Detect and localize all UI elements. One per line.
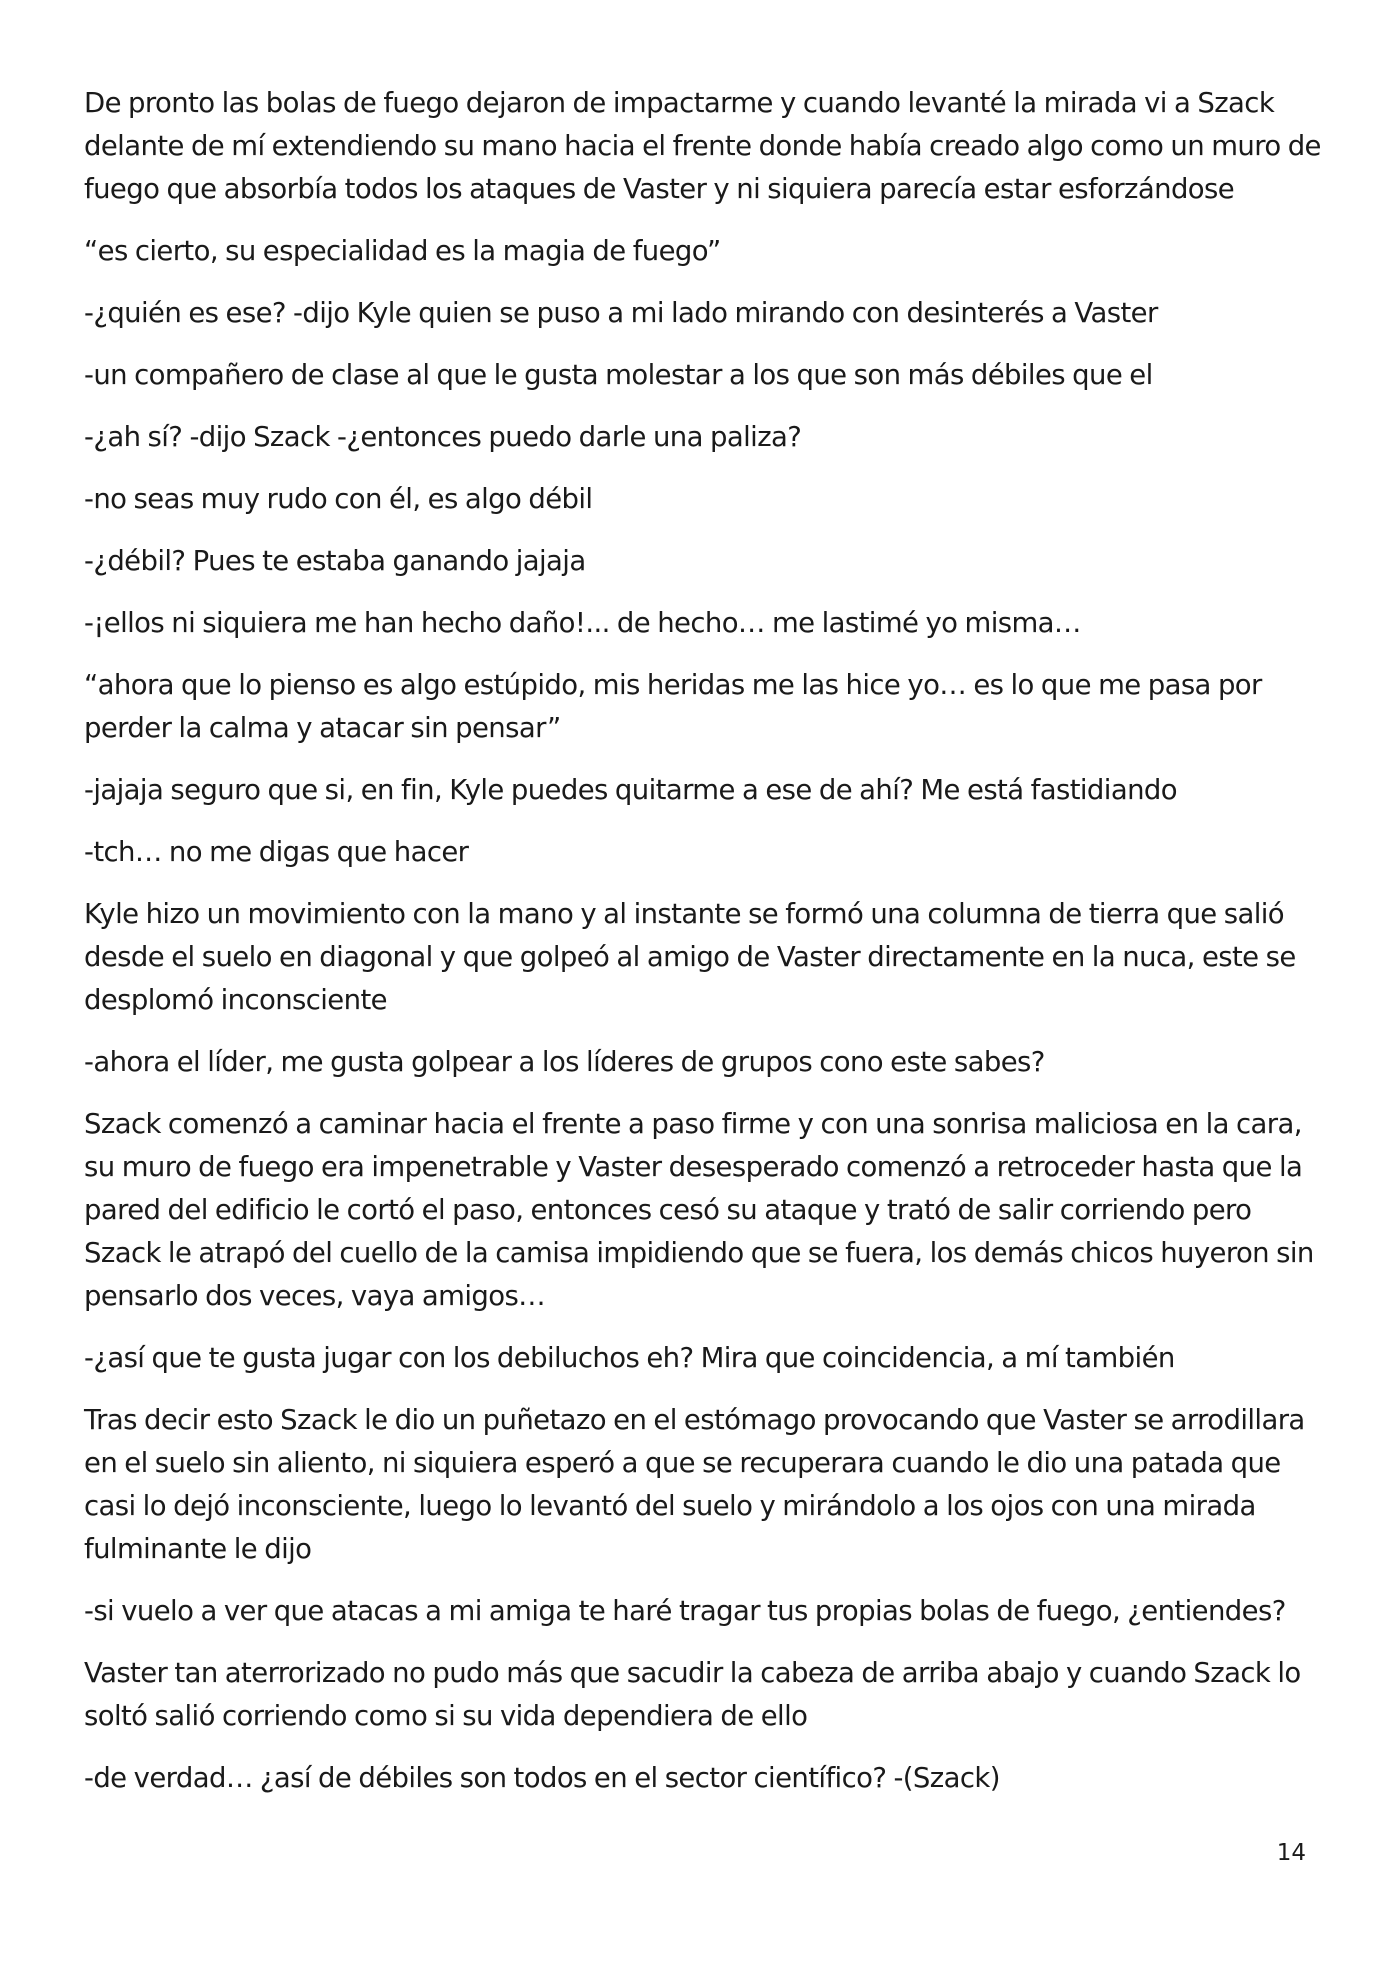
paragraph: -si vuelo a ver que atacas a mi amiga te haré tragar tus propias bolas de fuego, ¿entiendes? [84,1595,1286,1627]
paragraph: -de verdad… ¿así de débiles son todos en el sector científico? -(Szack) [84,1762,1000,1794]
paragraph: “ahora que lo pienso es algo estúpido, mis heridas me las hice yo… es lo que me pasa por perder la calma y atacar sin pensar” [84,669,1262,744]
paragraph: -no seas muy rudo con él, es algo débil [84,483,593,515]
page-number: 14 [1276,1840,1306,1866]
paragraph: Szack comenzó a caminar hacia el frente a paso firme y con una sonrisa maliciosa en la cara, su muro de fuego era impenetrable y Vaster desesperado comenzó a retroceder hasta que la pared del edificio le cortó el paso, entonces cesó su ataque y trató de salir corriendo pero Szack le atrapó del cuello de la camisa impidiendo que se fuera, los demás chicos huyeron sin pensarlo dos veces, vaya amigos… [84,1108,1314,1312]
paragraph: -¡ellos ni siquiera me han hecho daño!... de hecho… me lastimé yo misma… [84,607,1081,639]
paragraph: “es cierto, su especialidad es la magia de fuego” [84,235,721,267]
paragraph: Tras decir esto Szack le dio un puñetazo en el estómago provocando que Vaster se arrodillara en el suelo sin aliento, ni siquiera esperó a que se recuperara cuando le dio una patada que casi lo dejó inconsciente, luego lo levantó del suelo y mirándolo a los ojos con una mirada fulminante le dijo [84,1404,1305,1565]
paragraph: -¿quién es ese? -dijo Kyle quien se puso a mi lado mirando con desinterés a Vaster [84,297,1158,329]
paragraph: Vaster tan aterrorizado no pudo más que sacudir la cabeza de arriba abajo y cuando Szack lo soltó salió corriendo como si su vida dependiera de ello [84,1657,1301,1732]
paragraph: -jajaja seguro que si, en fin, Kyle puedes quitarme a ese de ahí? Me está fastidiando [84,774,1177,806]
paragraph: -¿débil? Pues te estaba ganando jajaja [84,545,586,577]
paragraph: -un compañero de clase al que le gusta molestar a los que son más débiles que el [84,359,1153,391]
paragraph: Kyle hizo un movimiento con la mano y al instante se formó una columna de tierra que salió desde el suelo en diagonal y que golpeó al amigo de Vaster directamente en la nuca, este se desplomó inconsciente [84,898,1296,1016]
paragraph: -ahora el líder, me gusta golpear a los líderes de grupos cono este sabes? [84,1046,1045,1078]
paragraph: -tch… no me digas que hacer [84,836,469,868]
paragraph: De pronto las bolas de fuego dejaron de impactarme y cuando levanté la mirada vi a Szack delante de mí extendiendo su mano hacia el frente donde había creado algo como un muro de fuego que absorbía todos los ataques de Vaster y ni siquiera parecía estar esforzándose [84,87,1321,205]
document-body [84,82,1324,1819]
paragraph: -¿ah sí? -dijo Szack -¿entonces puedo darle una paliza? [84,421,802,453]
paragraph: -¿así que te gusta jugar con los debiluchos eh? Mira que coincidencia, a mí también [84,1342,1175,1374]
